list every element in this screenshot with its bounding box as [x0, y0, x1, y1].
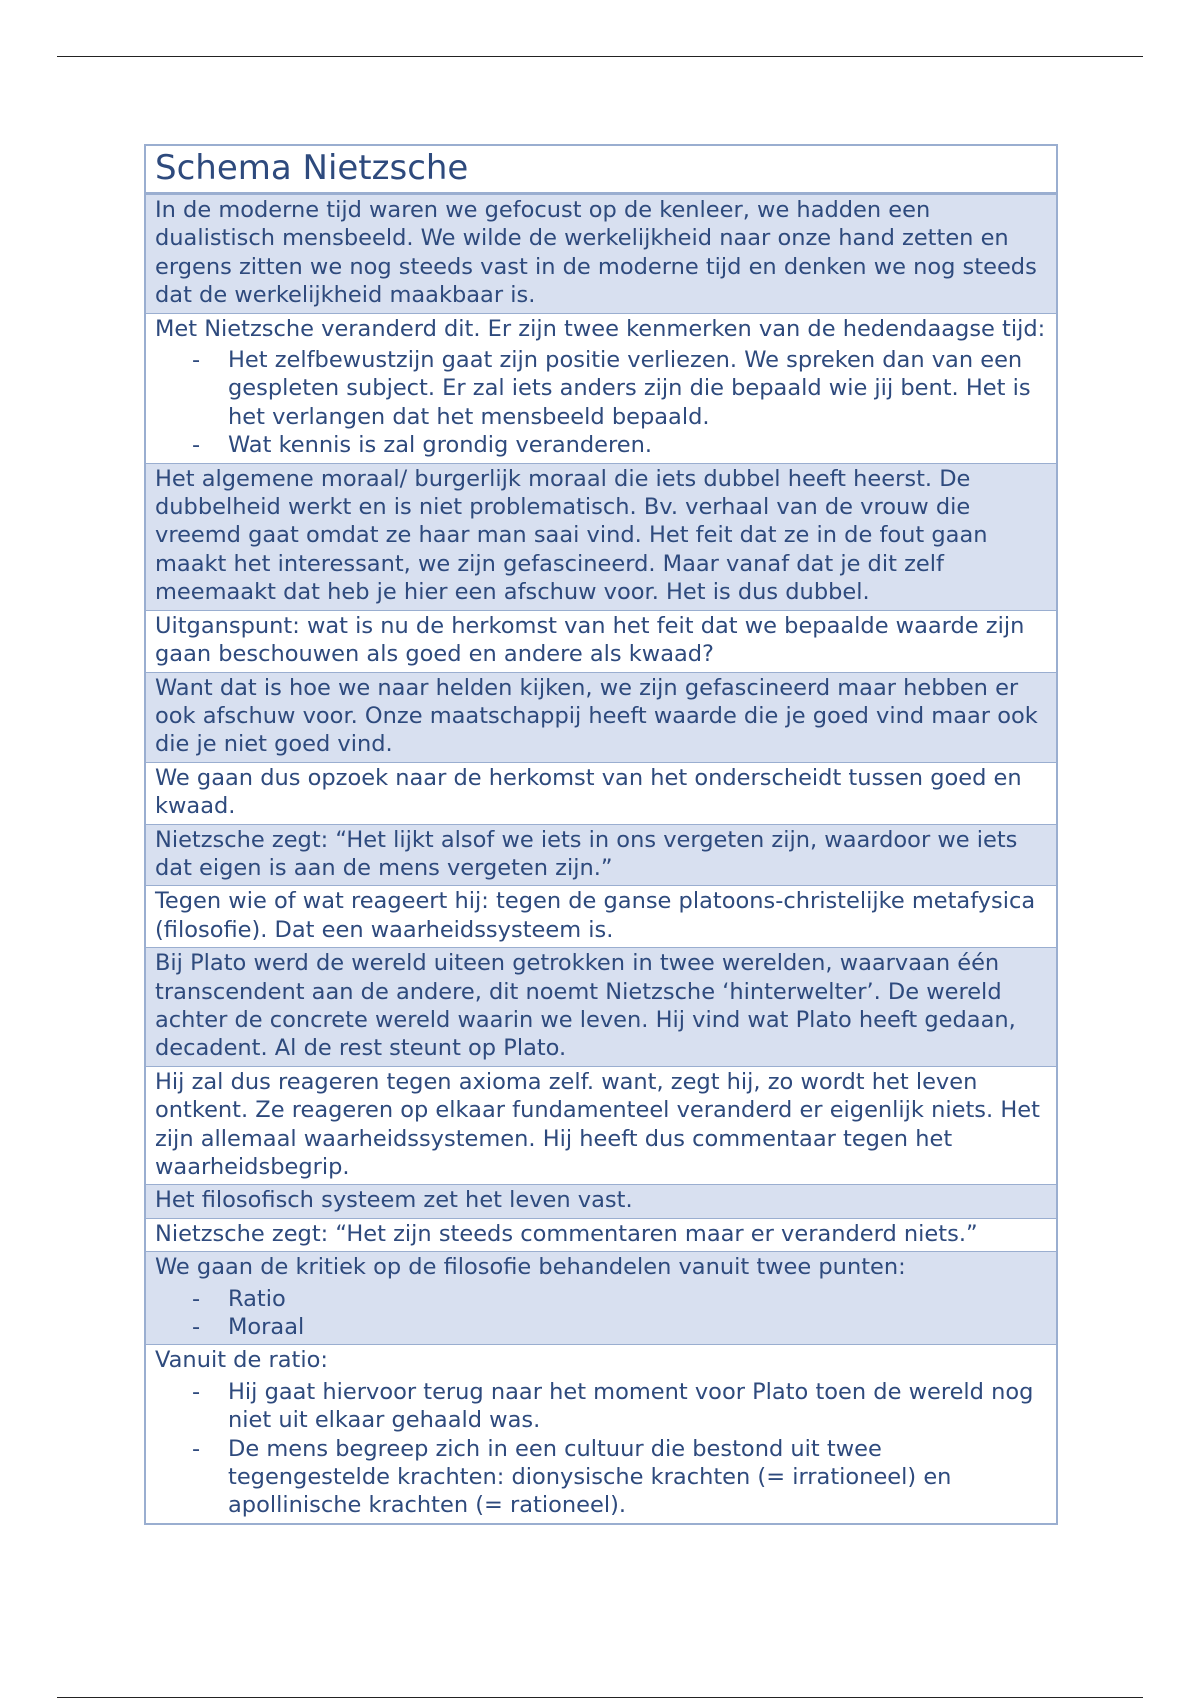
bullet-marker: -	[192, 1378, 201, 1405]
row-text: Vanuit de ratio:	[155, 1347, 328, 1374]
schema-rows	[146, 195, 1056, 1523]
row-text: Het filosofisch systeem zet het leven vast.	[155, 1187, 633, 1214]
row-text: Nietzsche zegt: “Het zijn steeds commentaren maar er veranderd niets.”	[155, 1220, 978, 1247]
bullet-text: Het zelfbewustzijn gaat zijn positie verliezen. We spreken dan van een gespleten subject. Er zal iets anders zijn die bepaald wie jij bent. Het is het verlangen dat het mensbeeld bepaald.	[228, 347, 1031, 430]
bullet-text: Ratio	[228, 1285, 286, 1312]
row-text: We gaan dus opzoek naar de herkomst van het onderscheidt tussen goed en kwaad.	[155, 764, 1022, 820]
schema-row	[146, 1184, 1056, 1217]
schema-row	[146, 672, 1056, 762]
row-text: Nietzsche zegt: “Het lijkt alsof we iets in ons vergeten zijn, waardoor we iets dat eigen is aan de mens vergeten zijn.”	[155, 826, 1018, 881]
bullet-list	[155, 1285, 1048, 1342]
row-text: Want dat is hoe we naar helden kijken, we zijn gefascineerd maar hebben er ook afschuw voor. Onze maatschappij heeft waarde die je goed vind maar ook die je niet goed vind.	[155, 674, 1038, 758]
row-text: Tegen wie of wat reageert hij: tegen de ganse platoons-christelijke metafysica (filosofie). Dat een waarheidssysteem is.	[155, 888, 1036, 943]
row-text: In de moderne tijd waren we gefocust op de kenleer, we hadden een dualistisch mensbeeld. We wilde de werkelijkheid naar onze hand zetten en ergens zitten we nog steeds vast in de moderne tijd en denken we nog steeds dat de werkelijkheid maakbaar is.	[155, 197, 1037, 309]
bullet-text: Moraal	[228, 1314, 305, 1341]
bullet-item	[192, 1378, 1048, 1435]
bullet-item	[192, 1435, 1048, 1520]
schema-row	[146, 1251, 1056, 1344]
schema-row	[146, 824, 1056, 886]
header-rule	[57, 56, 1143, 57]
bullet-marker: -	[192, 1314, 201, 1341]
row-text: Bij Plato werd de wereld uiteen getrokken in twee werelden, waarvaan één transcendent aan de andere, dit noemt Nietzsche ‘hinterwelter’. De wereld achter de concrete wereld waarin we leven. Hij vind wat Plato heeft gedaan, decadent. Al de rest steunt op Plato.	[155, 950, 1016, 1062]
schema-table	[144, 144, 1058, 1525]
schema-row	[146, 313, 1056, 463]
bullet-text: Wat kennis is zal grondig veranderen.	[228, 432, 653, 459]
bullet-marker: -	[192, 347, 201, 374]
schema-row	[146, 885, 1056, 947]
bullet-item	[192, 346, 1048, 431]
document-title: Schema Nietzsche	[146, 146, 1056, 195]
bullet-item	[192, 1313, 1048, 1341]
schema-row	[146, 610, 1056, 672]
bullet-list	[155, 346, 1048, 460]
bullet-marker: -	[192, 1285, 201, 1312]
schema-row	[146, 195, 1056, 313]
schema-row	[146, 1344, 1056, 1522]
bullet-list	[155, 1378, 1048, 1520]
schema-row	[146, 762, 1056, 824]
footer-rule	[57, 1697, 1143, 1698]
row-text: Het algemene moraal/ burgerlijk moraal die iets dubbel heeft heerst. De dubbelheid werkt en is niet problematisch. Bv. verhaal van de vrouw die vreemd gaat omdat ze haar man saai vind. Het feit dat ze in de fout gaan maakt het interessant, we zijn gefascineerd. Maar vanaf dat je dit zelf meemaakt dat heb je hier een afschuw voor. Het is dus dubbel.	[155, 465, 988, 606]
bullet-text: De mens begreep zich in een cultuur die bestond uit twee tegengestelde krachten: dionysische krachten (= irrationeel) en apollinische krachten (= rationeel).	[228, 1435, 952, 1519]
bullet-text: Hij gaat hiervoor terug naar het moment voor Plato toen de wereld nog niet uit elkaar gehaald was.	[228, 1378, 1034, 1434]
schema-row	[146, 463, 1056, 610]
schema-row	[146, 1218, 1056, 1251]
row-text: Uitganspunt: wat is nu de herkomst van het feit dat we bepaalde waarde zijn gaan beschouwen als goed en andere als kwaad?	[155, 612, 1025, 668]
row-text: Hij zal dus reageren tegen axioma zelf. want, zegt hij, zo wordt het leven ontkent. Ze reageren op elkaar fundamenteel veranderd er eigenlijk niets. Het zijn allemaal waarheidssystemen. Hij heeft dus commentaar tegen het waarheidsbegrip.	[155, 1068, 1040, 1180]
schema-row	[146, 947, 1056, 1066]
row-text: We gaan de kritiek op de filosofie behandelen vanuit twee punten:	[155, 1254, 906, 1281]
bullet-marker: -	[192, 1435, 201, 1462]
bullet-item	[192, 1285, 1048, 1313]
schema-row	[146, 1066, 1056, 1185]
bullet-item	[192, 431, 1048, 459]
row-text: Met Nietzsche veranderd dit. Er zijn twee kenmerken van de hedendaagse tijd:	[155, 315, 1046, 342]
bullet-marker: -	[192, 432, 201, 459]
